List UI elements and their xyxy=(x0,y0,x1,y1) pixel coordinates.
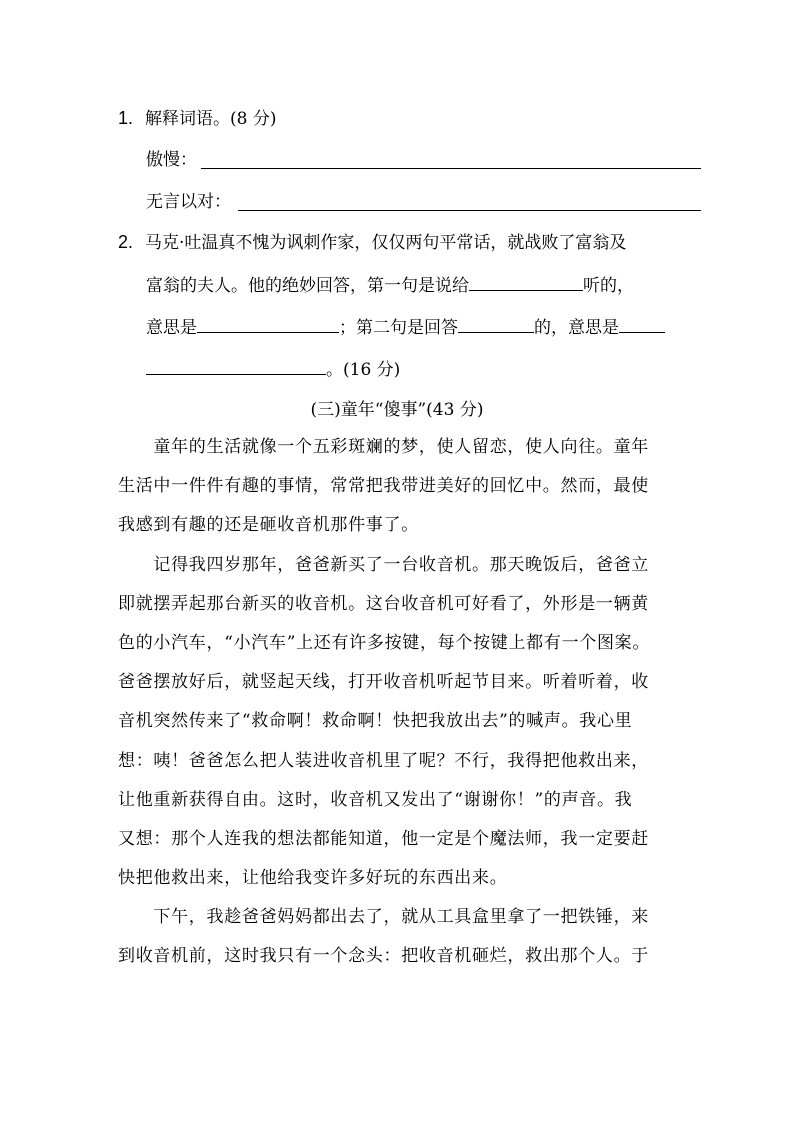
blank-meaning-2-start[interactable] xyxy=(619,314,665,333)
question-2-text-4b: 。(16 分) xyxy=(326,360,401,380)
passage-line: 到收音机前，这时我只有一个念头：把收音机砸烂，救出那个人。于 xyxy=(118,946,649,967)
blank-meaning-1[interactable] xyxy=(197,314,339,333)
question-2-text-3a: 意思是 xyxy=(146,318,197,338)
passage-line: 即就摆弄起那台新买的收音机。这台收音机可好看了，外形是一辆黄 xyxy=(118,593,649,614)
question-2-line-1 xyxy=(118,230,626,255)
blank-listener[interactable] xyxy=(469,272,583,291)
question-2-text-3c: 的，意思是 xyxy=(534,318,619,338)
passage-line: 让他重新获得自由。这时，收音机又发出了“谢谢你！”的声音。我 xyxy=(118,789,633,810)
passage-text xyxy=(118,428,682,977)
question-2-line-2 xyxy=(146,272,634,298)
blank-meaning-2-end[interactable] xyxy=(146,356,326,375)
question-2-text-2a: 富翁的夫人。他的绝妙回答，第一句是说给 xyxy=(146,276,469,296)
term-1-label: 傲慢： xyxy=(146,150,197,170)
question-2-number: 2. xyxy=(118,232,134,252)
question-2-text-2b: 听的， xyxy=(583,276,634,296)
passage-line: 快把他救出来，让他给我变许多好玩的东西出来。 xyxy=(118,868,508,889)
passage-line: 爸爸摆放好后，就竖起天线，打开收音机听起节目来。听着听着，收 xyxy=(118,672,649,693)
question-2-line-4 xyxy=(146,356,400,382)
passage-line: 记得我四岁那年，爸爸新买了一台收音机。那天晚饭后，爸爸立 xyxy=(118,554,649,575)
section-title: (三)童年“傻事”(43 分) xyxy=(310,400,484,420)
passage-line: 童年的生活就像一个五彩斑斓的梦，使人留恋，使人向往。童年 xyxy=(118,437,649,457)
question-2-text-1: 马克·吐温真不愧为讽刺作家，仅仅两句平常话，就战败了富翁及 xyxy=(145,233,627,253)
term-2-answer-line[interactable] xyxy=(238,210,701,211)
question-2-line-3 xyxy=(146,314,665,340)
passage-line: 色的小汽车，“小汽车”上还有许多按键，每个按键上都有一个图案。 xyxy=(118,632,651,653)
question-2-text-3b: ；第二句是回答 xyxy=(339,318,458,338)
question-1-heading xyxy=(118,106,277,131)
passage-line: 我感到有趣的还是砸收音机那件事了。 xyxy=(118,515,419,536)
passage-line: 又想：那个人连我的想法都能知道，他一定是个魔法师，我一定要赶 xyxy=(118,828,649,849)
blank-answer-to[interactable] xyxy=(458,314,534,333)
passage-line: 下午，我趁爸爸妈妈都出去了，就从工具盒里拿了一把铁锤，来 xyxy=(118,907,649,928)
passage-line: 想：咦！爸爸怎么把人装进收音机里了呢？不行，我得把他救出来， xyxy=(118,750,649,771)
question-1-prompt: 解释词语。(8 分) xyxy=(145,109,277,129)
passage-line: 音机突然传来了“救命啊！救命啊！快把我放出去”的喊声。我心里 xyxy=(118,711,633,732)
question-1-number: 1. xyxy=(118,108,134,128)
term-1-answer-line[interactable] xyxy=(201,168,701,169)
passage-line: 生活中一件件有趣的事情，常常把我带进美好的回忆中。然而，最使 xyxy=(118,476,649,497)
term-2-label: 无言以对： xyxy=(146,192,231,212)
